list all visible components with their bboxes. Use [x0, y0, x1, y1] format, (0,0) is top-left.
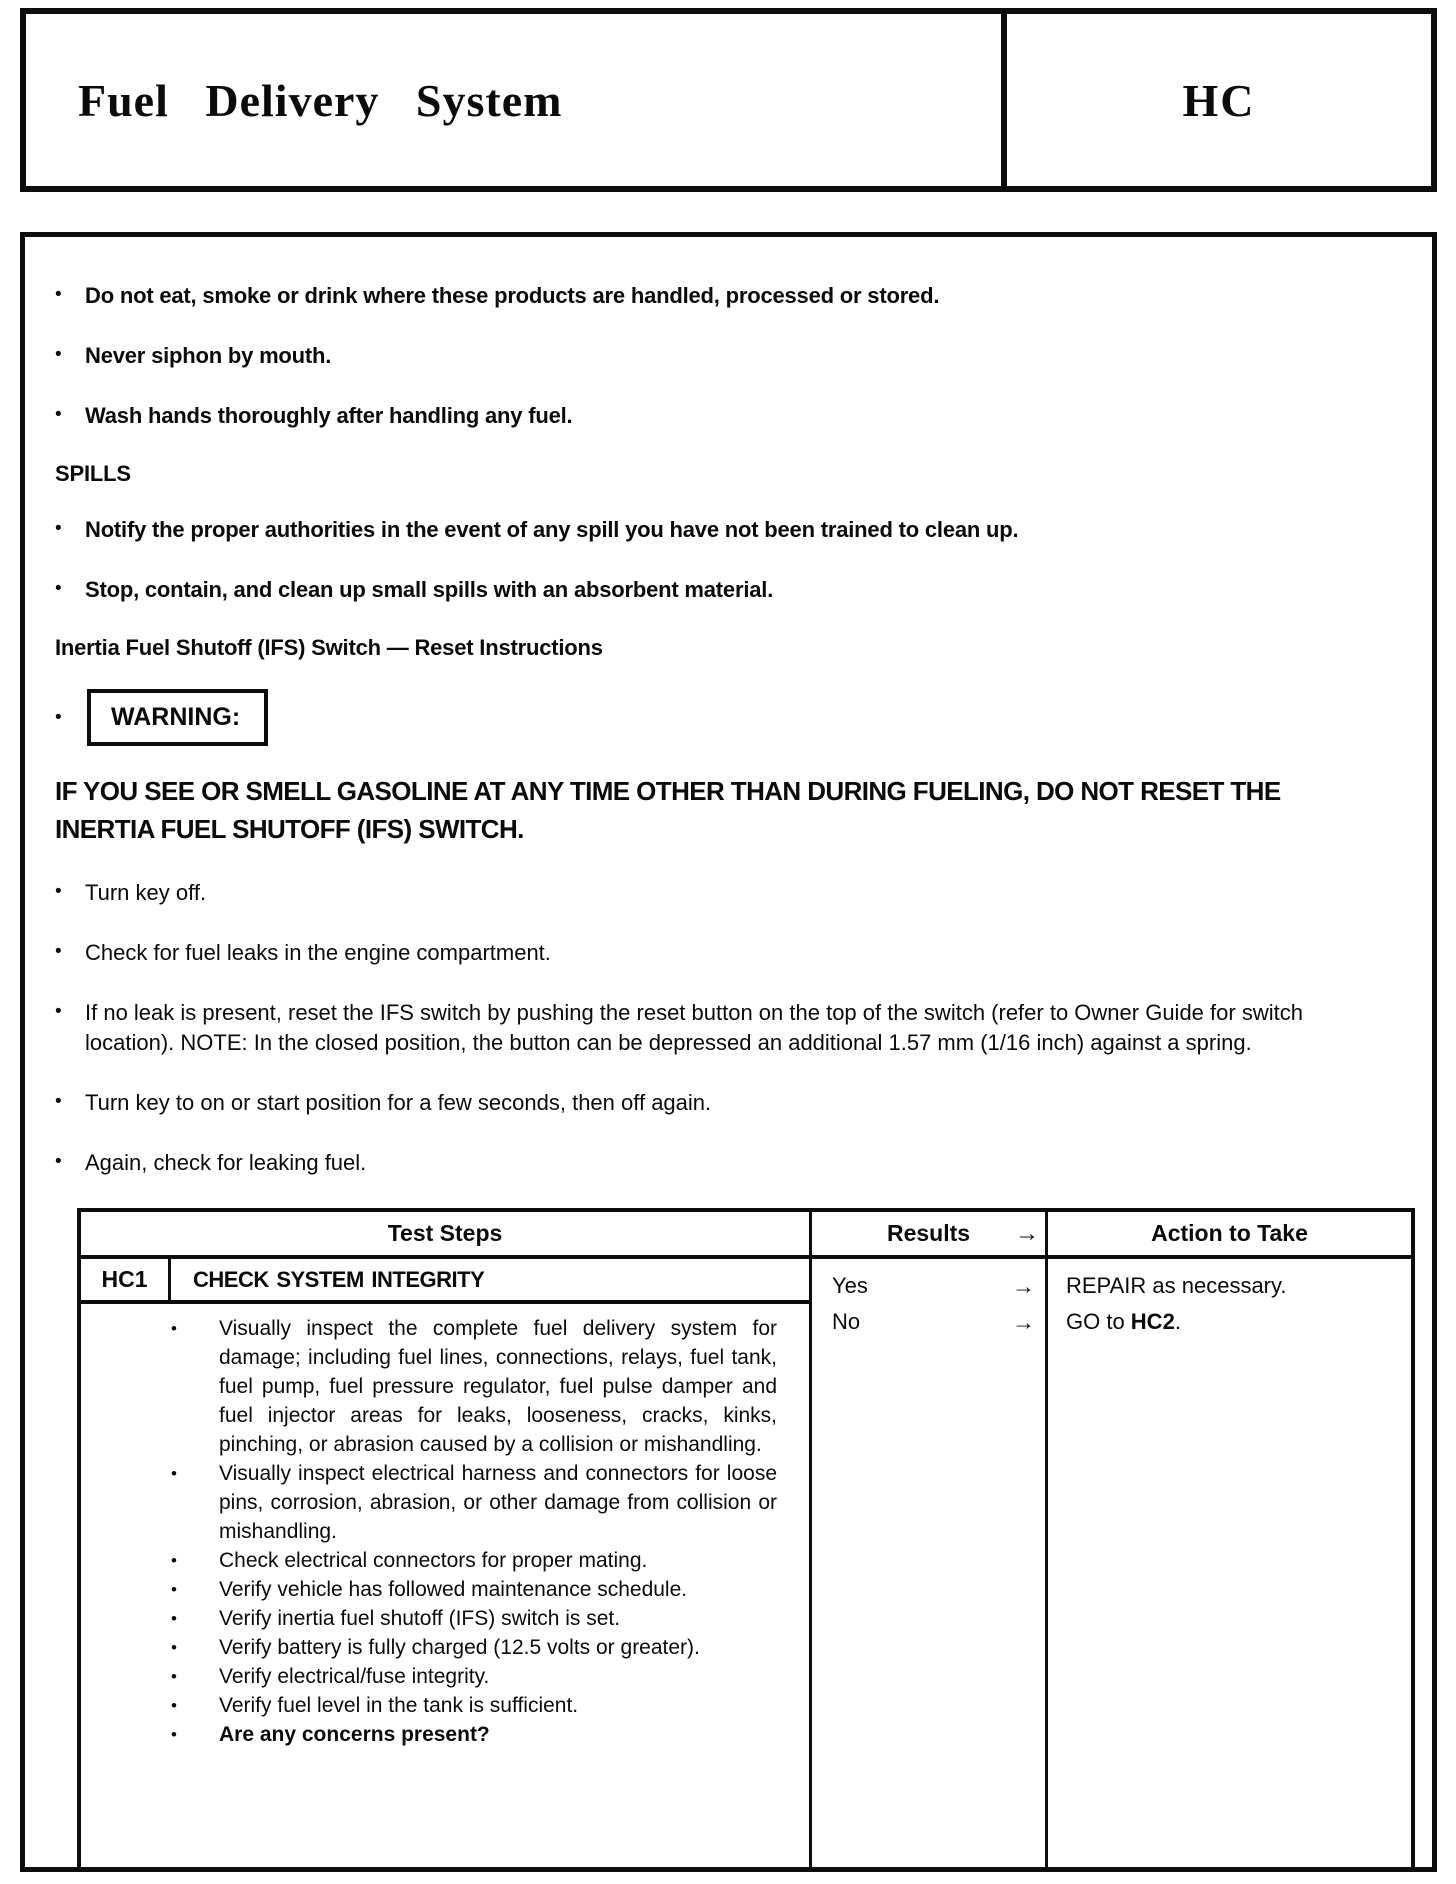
column-header-action: Action to Take: [1045, 1212, 1411, 1255]
test-bullet-item: [171, 1459, 777, 1546]
results-cell: [809, 1259, 1045, 1872]
ifs-step-item: [55, 938, 1398, 968]
ifs-step-item: [55, 1148, 1398, 1178]
safety-bullet-item: [55, 281, 1398, 311]
test-steps-cell: [81, 1259, 809, 1872]
bullet-text: Wash hands thoroughly after handling any fuel.: [85, 403, 573, 428]
test-bullet-item: [171, 1604, 777, 1633]
bullet-text: Verify vehicle has followed maintenance schedule.: [219, 1578, 688, 1601]
bullet-icon: •: [171, 1609, 177, 1628]
action-text: GO to: [1066, 1309, 1131, 1334]
bullet-icon: •: [55, 344, 62, 365]
results-label: Results: [886, 1220, 971, 1246]
table-header-row: [81, 1212, 1411, 1259]
bullet-text: Verify electrical/fuse integrity.: [219, 1665, 490, 1688]
ifs-step-item: [55, 1088, 1398, 1118]
bullet-icon: •: [55, 941, 62, 962]
test-bullet-item: [171, 1691, 777, 1720]
safety-bullet-list: [55, 281, 1398, 431]
column-header-results: [809, 1212, 1045, 1255]
bullet-icon: •: [171, 1551, 177, 1570]
test-bullet-item: [171, 1633, 777, 1662]
warning-box-label: WARNING:: [87, 689, 268, 746]
bullet-icon: •: [171, 1696, 177, 1715]
test-bullet-item: [171, 1575, 777, 1604]
bullet-icon: •: [171, 1464, 177, 1483]
final-question: Are any concerns present?: [219, 1723, 490, 1746]
bullet-text: Verify inertia fuel shutoff (IFS) switch is set.: [219, 1607, 621, 1630]
bullet-icon: •: [171, 1667, 177, 1686]
section-code: HC: [1182, 74, 1256, 126]
arrow-right-icon: →: [1012, 1309, 1035, 1335]
bullet-icon: •: [55, 1151, 62, 1172]
test-bullet-list: [81, 1304, 809, 1720]
ifs-step-item: [55, 998, 1398, 1058]
result-value: Yes: [832, 1273, 868, 1298]
test-bullet-item: [171, 1546, 777, 1575]
bullet-text: Check for fuel leaks in the engine compartment.: [85, 940, 551, 965]
warning-row: [55, 689, 1398, 746]
bullet-text: Visually inspect the complete fuel delivery system for damage; including fuel lines, connections, relays, fuel tank, fuel pump, fuel pressure regulator, fuel pulse damper and fuel injector areas for leaks, looseness, cracks, kinks, pinching, or abrasion caused by a collision or mishandling.: [219, 1317, 777, 1456]
spills-bullet-list: [55, 515, 1398, 605]
header-code-cell: [1001, 14, 1431, 186]
action-cell: [1045, 1259, 1411, 1872]
action-reference: HC2: [1130, 1309, 1175, 1334]
bullet-text: Never siphon by mouth.: [85, 343, 332, 368]
bullet-icon: •: [55, 578, 62, 599]
bullet-text: Notify the proper authorities in the event of any spill you have not been trained to clean up.: [85, 517, 1019, 542]
bullet-icon: •: [55, 707, 62, 728]
bullet-icon: •: [55, 1001, 62, 1022]
bullet-text: Verify battery is fully charged (12.5 volts or greater).: [219, 1636, 700, 1659]
bullet-icon: •: [55, 881, 62, 902]
test-steps-table: [77, 1208, 1415, 1872]
result-line: [832, 1273, 1035, 1309]
safety-bullet-item: [55, 401, 1398, 431]
bullet-icon: •: [171, 1580, 177, 1599]
column-header-test-steps: Test Steps: [387, 1220, 503, 1246]
safety-bullet-item: [55, 341, 1398, 371]
test-bullet-item: [171, 1662, 777, 1691]
step-id-row: [81, 1259, 809, 1304]
bullet-text: Stop, contain, and clean up small spills with an absorbent material.: [85, 577, 774, 602]
bullet-icon: •: [55, 518, 62, 539]
table-body-row: [81, 1259, 1411, 1872]
bullet-text: Again, check for leaking fuel.: [85, 1150, 367, 1175]
bullet-text: Turn key off.: [85, 880, 207, 905]
bullet-text: Turn key to on or start position for a few seconds, then off again.: [85, 1090, 712, 1115]
action-line: [1066, 1273, 1397, 1309]
action-suffix: .: [1174, 1309, 1181, 1334]
test-bullet-item: [171, 1314, 777, 1459]
step-id: HC1: [81, 1259, 171, 1300]
bullet-icon: •: [171, 1725, 177, 1744]
bullet-icon: •: [55, 1091, 62, 1112]
ifs-reset-heading: Inertia Fuel Shutoff (IFS) Switch — Reset Instructions: [55, 635, 603, 660]
bullet-icon: •: [171, 1319, 177, 1338]
action-line: [1066, 1309, 1397, 1345]
spills-bullet-item: [55, 575, 1398, 605]
bullet-icon: •: [55, 404, 62, 425]
page-header: [20, 8, 1437, 192]
header-title-cell: [26, 14, 1001, 186]
result-value: No: [832, 1309, 861, 1334]
page-title: Fuel Delivery System: [78, 74, 563, 126]
bullet-text: Check electrical connectors for proper mating.: [219, 1549, 648, 1572]
spills-heading: SPILLS: [55, 461, 131, 486]
bullet-text: If no leak is present, reset the IFS switch by pushing the reset button on the top of the switch (refer to Owner Guide for switch location). NOTE: In the closed position, the button can be depressed an additional 1.57 mm (1/16 inch) against a spring.: [85, 1000, 1303, 1055]
ifs-steps-list: [55, 878, 1398, 1178]
spills-bullet-item: [55, 515, 1398, 545]
bullet-text: Visually inspect electrical harness and connectors for loose pins, corrosion, abrasion, or other damage from collision or mishandling.: [219, 1462, 777, 1543]
bullet-text: Verify fuel level in the tank is sufficient.: [219, 1694, 579, 1717]
warning-text: IF YOU SEE OR SMELL GASOLINE AT ANY TIME OTHER THAN DURING FUELING, DO NOT RESET THE INERTIA FUEL SHUTOFF (IFS) SWITCH.: [55, 776, 1281, 844]
arrow-right-icon: →: [1012, 1273, 1035, 1299]
action-text: REPAIR as necessary.: [1066, 1273, 1287, 1298]
bullet-icon: •: [171, 1638, 177, 1657]
bullet-text: Do not eat, smoke or drink where these products are handled, processed or stored.: [85, 283, 940, 308]
final-question-row: [81, 1720, 809, 1749]
result-line: [832, 1309, 1035, 1345]
step-title: CHECK SYSTEM INTEGRITY: [193, 1266, 485, 1292]
bullet-icon: •: [55, 284, 62, 305]
ifs-step-item: [55, 878, 1398, 908]
arrow-right-icon: →: [1015, 1219, 1039, 1247]
content-box: [20, 232, 1437, 1872]
